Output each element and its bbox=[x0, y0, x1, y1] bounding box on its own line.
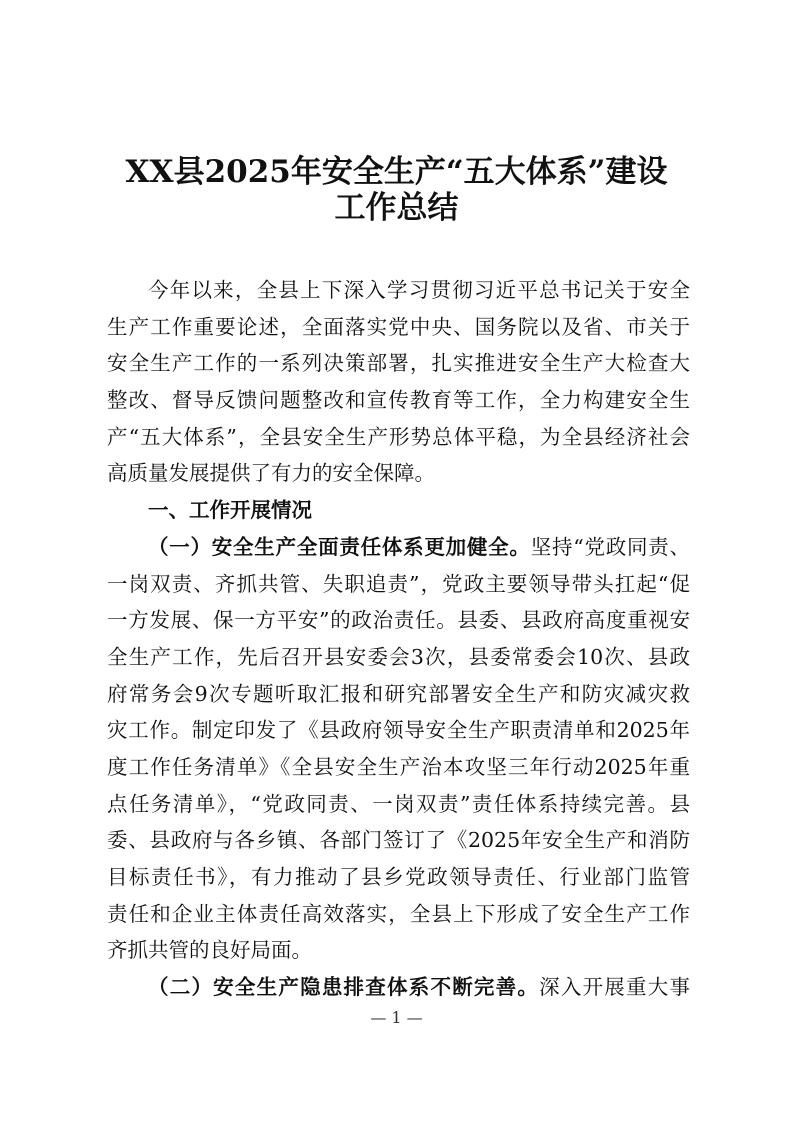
line-text: 全生产工作，先后召开县安委会3次，县委常委会10次、县政 bbox=[107, 644, 690, 669]
line-text: 高质量发展提供了有力的安全保障。 bbox=[107, 461, 435, 486]
bold-lead: 一、工作开展情况 bbox=[148, 498, 312, 523]
text-line bbox=[107, 272, 690, 309]
line-text: 坚持“党政同责、 bbox=[530, 534, 690, 559]
text-line bbox=[107, 676, 690, 713]
text-line bbox=[107, 712, 690, 749]
text-line bbox=[107, 896, 690, 933]
line-text: 灾工作。制定印发了《县政府领导安全生产职责清单和2025年 bbox=[107, 718, 690, 743]
bold-lead: （一）安全生产全面责任体系更加健全。 bbox=[148, 534, 531, 559]
line-text: 整改、督导反馈问题整改和宣传教育等工作，全力构建安全生 bbox=[107, 388, 690, 413]
text-line bbox=[107, 822, 690, 859]
line-text: 点任务清单》，“党政同责、一岗双责”责任体系持续完善。县 bbox=[107, 791, 690, 816]
line-text: 委、县政府与各乡镇、各部门签订了《2025年安全生产和消防 bbox=[107, 828, 690, 853]
line-text: 责任和企业主体责任高效落实，全县上下形成了安全生产工作 bbox=[107, 901, 690, 926]
text-line bbox=[107, 749, 690, 786]
text-line bbox=[107, 932, 690, 969]
text-line bbox=[107, 566, 690, 603]
text-line bbox=[107, 419, 690, 456]
line-text: 齐抓共管的良好局面。 bbox=[107, 938, 312, 963]
line-text: 今年以来，全县上下深入学习贯彻习近平总书记关于安全 bbox=[148, 278, 690, 302]
line-text: 生产工作重要论述，全面落实党中央、国务院以及省、市关于 bbox=[107, 314, 690, 339]
text-line bbox=[107, 969, 690, 1006]
text-line bbox=[107, 786, 690, 823]
text-line bbox=[107, 859, 690, 896]
line-text: 目标责任书》，有力推动了县乡党政领导责任、行业部门监管 bbox=[107, 865, 690, 889]
text-line bbox=[107, 309, 690, 346]
text-line bbox=[107, 639, 690, 676]
line-text: 产“五大体系”，全县安全生产形势总体平稳，为全县经济社会 bbox=[107, 424, 690, 449]
bold-lead: （二）安全生产隐患排查体系不断完善。 bbox=[148, 975, 540, 1000]
text-line bbox=[107, 345, 690, 382]
line-text: 一方发展、保一方平安”的政治责任。县委、县政府高度重视安 bbox=[107, 608, 690, 633]
page-number: — 1 — bbox=[370, 1008, 423, 1027]
text-line bbox=[107, 382, 690, 419]
text-line bbox=[107, 455, 690, 492]
line-text: 府常务会9次专题听取汇报和研究部署安全生产和防灾减灾救 bbox=[107, 681, 690, 706]
document-title-line-1: XX县2025年安全生产“五大体系”建设 bbox=[125, 154, 668, 190]
section-heading bbox=[107, 492, 690, 529]
document-title-line-2: 工作总结 bbox=[334, 190, 459, 226]
line-text: 一岗双责、齐抓共管、失职追责”，党政主要领导带头扛起“促 bbox=[107, 571, 690, 596]
line-text: 深入开展重大事 bbox=[539, 975, 690, 1000]
text-line bbox=[107, 529, 690, 566]
line-text: 度工作任务清单》《全县安全生产治本攻坚三年行动2025年重 bbox=[107, 754, 690, 779]
document-body bbox=[107, 272, 690, 1006]
line-text: 安全生产工作的一系列决策部署，扎实推进安全生产大检查大 bbox=[107, 351, 690, 376]
text-line bbox=[107, 602, 690, 639]
